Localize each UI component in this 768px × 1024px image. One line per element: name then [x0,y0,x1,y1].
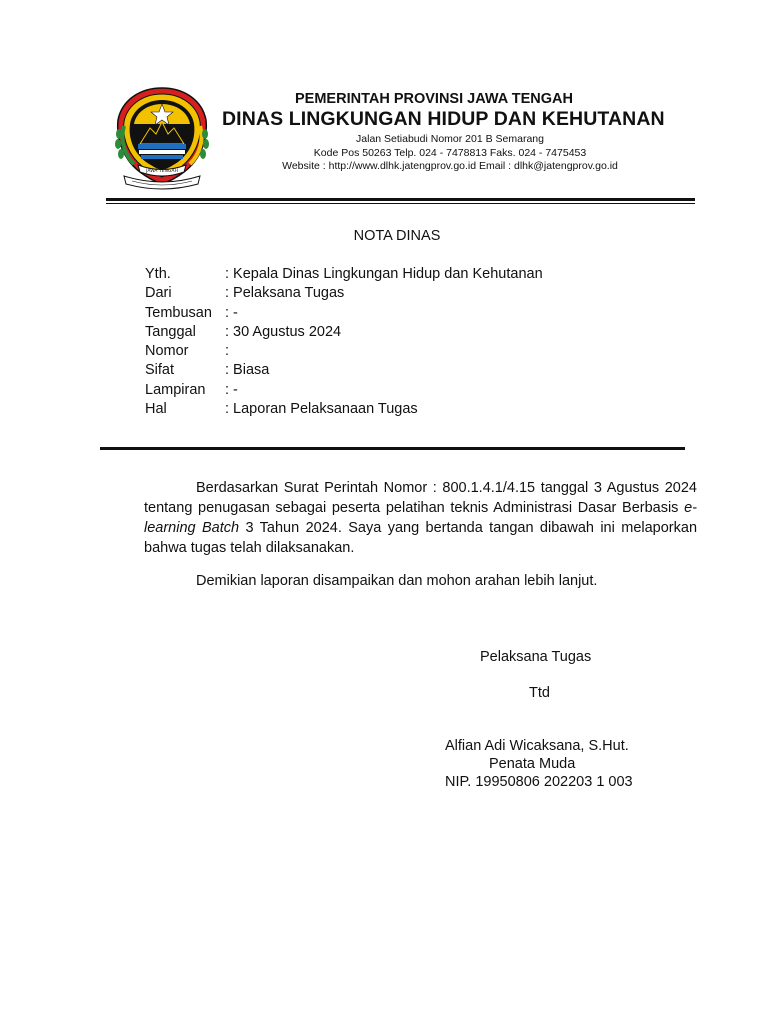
field-label: Lampiran [145,381,206,398]
body-text-italic: e-learning Batch [144,500,697,536]
signature-ttd: Ttd [529,685,550,701]
field-value: : - [225,304,238,321]
signature-name: Alfian Adi Wicaksana, S.Hut. [445,738,629,754]
field-label: Hal [145,401,167,418]
signature-rank: Penata Muda [489,756,576,772]
field-label: Sifat [145,362,175,379]
body-text-b: 3 Tahun 2024. Saya yang bertanda tangan dibawah ini melaporkan bahwa tugas telah dilaksanakan. [144,520,698,556]
field-value: : [225,343,230,360]
field-row [145,342,543,361]
logo-text: JAWA TENGAH [146,169,178,174]
field-value: : - [225,381,238,398]
field-value: : 30 Agustus 2024 [225,323,342,340]
field-row [145,304,543,323]
field-value: : Pelaksana Tugas [225,285,345,302]
field-value: : Biasa [225,362,270,379]
field-label: Tanggal [145,323,196,340]
closing-paragraph: Demikian laporan disampaikan dan mohon arahan lebih lanjut. [196,573,598,589]
letterhead-address: Jalan Setiabudi Nomor 201 B Semarang [356,133,544,145]
field-row [145,400,543,419]
body-text-a: Berdasarkan Surat Perintah Nomor : 800.1.4.1/4.15 tanggal 3 Agustus 2024 tentang penugasan sebagai peserta pelatihan teknis Administrasi Dasar Berbasis [144,480,697,516]
signature-nip: NIP. 19950806 202203 1 003 [445,774,633,790]
letterhead-divider-thin [106,203,695,204]
signature-role: Pelaksana Tugas [480,649,592,665]
field-label: Tembusan [145,304,212,321]
field-label: Dari [145,285,172,302]
field-value: : Laporan Pelaksanaan Tugas [225,401,418,418]
field-row [145,265,543,284]
field-row [145,381,543,400]
field-row [145,361,543,380]
letterhead-contact: Kode Pos 50263 Telp. 024 - 7478813 Faks. 024 - 7475453 [313,147,587,159]
jawa-tengah-coat-of-arms-icon [110,84,214,194]
document-title: NOTA DINAS [353,228,441,244]
body-paragraph [144,478,697,558]
letterhead-line1: PEMERINTAH PROVINSI JAWA TENGAH [295,91,573,107]
memo-header-fields [145,265,543,419]
letterhead-agency: DINAS LINGKUNGAN HIDUP DAN KEHUTANAN [222,108,665,130]
letterhead-divider-thick [106,198,695,201]
field-label: Nomor [145,343,189,360]
field-label: Yth. [145,266,171,282]
field-row [145,284,543,303]
header-divider [100,447,685,450]
field-row [145,323,543,342]
field-value: : Kepala Dinas Lingkungan Hidup dan Kehutanan [225,266,543,282]
letterhead-web: Website : http://www.dlhk.jatengprov.go.id Email : dlhk@jatengprov.go.id [282,160,618,172]
